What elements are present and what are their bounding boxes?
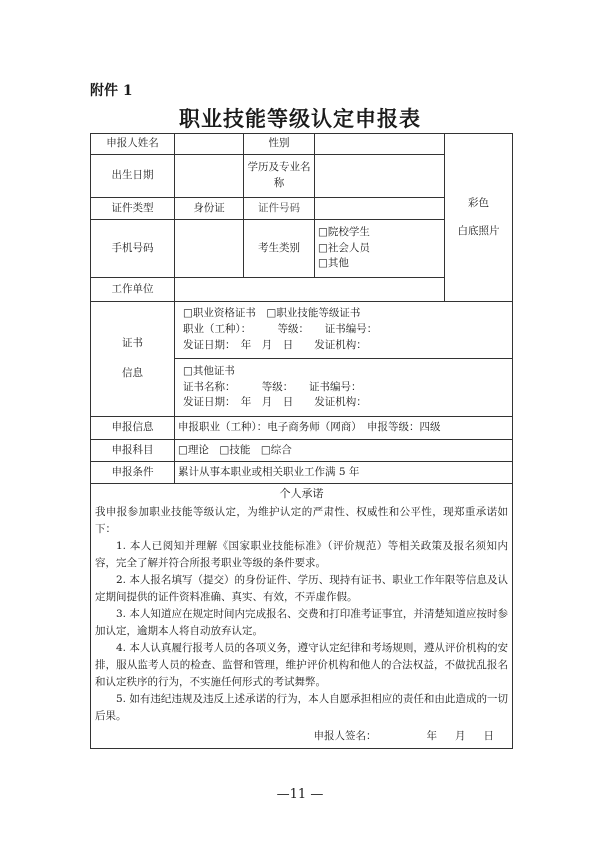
phone-field[interactable]: [175, 220, 244, 278]
cert2-issue-line: 发证日期： 年 月 日 发证机构：: [183, 396, 367, 409]
gender-label: 性别: [244, 134, 315, 155]
pledge-item: 2. 本人报名填写（提交）的身份证件、学历、现持有证书、职业工作年限等信息及认定期间提供的证件资料准确、真实、有效，不弄虚作假。: [95, 573, 508, 603]
cert1-type-options[interactable]: □职业资格证书 □职业技能等级证书: [183, 307, 361, 320]
signature-month: 月: [455, 729, 466, 742]
pledge-section: [91, 484, 513, 749]
form-title: 职业技能等级认定申报表: [179, 106, 421, 131]
apply-info-label: 申报信息: [91, 417, 175, 440]
subject-label: 申报科目: [91, 440, 175, 462]
signature-line: [95, 729, 508, 745]
signature-year: 年: [426, 729, 437, 742]
education-field[interactable]: [315, 155, 445, 198]
birth-label: 出生日期: [91, 155, 175, 198]
cert2-type-option[interactable]: □其他证书: [183, 364, 235, 377]
pledge-item: 4. 本人认真履行报考人员的各项义务，遵守认定纪律和考场规则，遵从评价机构的安排，服从监考人员的检查、监督和管理，维护评价机构和他人的合法权益，不做扰乱报名和认定秩序的行为，不实施任何形式的考试舞弊。: [95, 641, 508, 688]
signature-label: 申报人签名：: [313, 729, 377, 742]
cert1-occupation-line: 职业（工种）： 等级： 证书编号：: [183, 323, 378, 336]
apply-info-value: 申报职业（工种）：电子商务师（网商） 申报等级：四级: [175, 417, 513, 440]
name-field[interactable]: [175, 134, 244, 155]
page-number: —11 —: [276, 787, 324, 802]
photo-label-color: 彩色: [468, 196, 489, 209]
cert-label-line2: 信息: [122, 367, 143, 379]
application-form: [90, 133, 513, 749]
gender-field[interactable]: [315, 134, 445, 155]
work-unit-field[interactable]: [175, 278, 445, 302]
name-label: 申报人姓名: [91, 134, 175, 155]
education-label: 学历及专业名称: [244, 155, 315, 198]
candidate-type-label: 考生类别: [244, 220, 315, 278]
candidate-option-student[interactable]: □院校学生: [318, 225, 370, 238]
cert1-issue-line: 发证日期： 年 月 日 发证机构：: [183, 338, 367, 351]
id-type-label: 证件类型: [91, 198, 175, 220]
id-type-value: 身份证: [175, 198, 244, 220]
pledge-item: 1. 本人已阅知并理解《国家职业技能标准》（评价规范）等相关政策及报名须知内容，完全了解并符合所报考职业等级的条件要求。: [95, 539, 508, 569]
attachment-label: 附件 1: [90, 83, 133, 99]
candidate-option-public[interactable]: □社会人员: [318, 241, 370, 254]
condition-value: 累计从事本职业或相关职业工作满 5 年: [175, 462, 513, 484]
candidate-option-other[interactable]: □其他: [318, 257, 349, 270]
pledge-item: 5. 如有违纪违规及违反上述承诺的行为，本人自愿承担相应的责任和由此造成的一切后果。: [95, 692, 508, 722]
cert2-name-line: 证书名称： 等级： 证书编号：: [183, 380, 362, 393]
signature-day: 日: [483, 729, 494, 742]
pledge-intro: 我申报参加职业技能等级认定，为维护认定的严肃性、权威性和公平性，现郑重承诺如下：: [95, 505, 508, 535]
subject-options[interactable]: □理论 □技能 □综合: [175, 440, 513, 462]
phone-label: 手机号码: [91, 220, 175, 278]
pledge-title: 个人承诺: [279, 487, 324, 500]
id-number-label: 证件号码: [244, 198, 315, 220]
pledge-item: 3. 本人知道应在规定时间内完成报名、交费和打印准考证事宜，并清楚知道应按时参加认定，逾期本人将自动放弃认定。: [95, 607, 508, 637]
cert-label-line1: 证书: [122, 337, 143, 350]
cert-info-label: [91, 302, 175, 417]
photo-box[interactable]: [445, 134, 513, 302]
photo-label-white: 白底照片: [457, 224, 500, 237]
condition-label: 申报条件: [91, 462, 175, 484]
work-unit-label: 工作单位: [91, 278, 175, 302]
id-number-field[interactable]: [315, 198, 445, 220]
birth-field[interactable]: [175, 155, 244, 198]
